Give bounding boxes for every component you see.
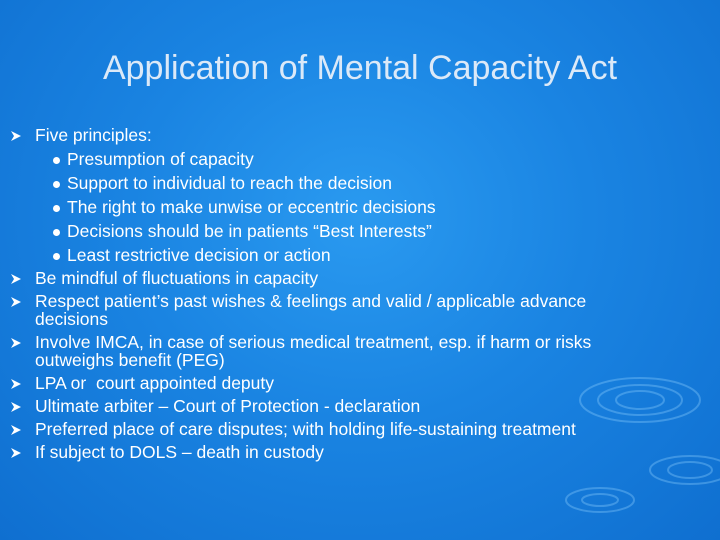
bullet-text: Five principles: [35, 125, 152, 145]
arrowhead-bullet-icon [10, 296, 22, 308]
bullet-item [10, 267, 700, 290]
bullet-text: Ultimate arbiter – Court of Protection - declaration [35, 396, 421, 416]
bullet-item [10, 441, 700, 464]
bullet-text-continuation: outweighs benefit (PEG) [35, 350, 225, 370]
arrowhead-bullet-icon [10, 378, 22, 390]
sub-bullet-item [10, 195, 700, 219]
sub-bullet-text: Support to individual to reach the decision [67, 173, 392, 193]
arrowhead-bullet-icon [10, 130, 22, 142]
sub-bullet-item [10, 243, 700, 267]
round-dot-icon [53, 253, 60, 260]
arrowhead-bullet-icon [10, 401, 22, 413]
sub-bullet-text: Presumption of capacity [67, 149, 254, 169]
bullet-list [10, 124, 700, 464]
arrowhead-bullet-icon [10, 273, 22, 285]
sub-bullet-text: Least restrictive decision or action [67, 245, 331, 265]
arrowhead-bullet-icon [10, 447, 22, 459]
bullet-item [10, 372, 700, 395]
sub-bullet-item [10, 171, 700, 195]
bullet-text: If subject to DOLS – death in custody [35, 442, 324, 462]
bullet-text: Involve IMCA, in case of serious medical treatment, esp. if harm or risks [35, 332, 592, 352]
round-dot-icon [53, 229, 60, 236]
sub-bullet-text: The right to make unwise or eccentric decisions [67, 197, 436, 217]
bullet-text: Be mindful of fluctuations in capacity [35, 268, 319, 288]
arrowhead-bullet-icon [10, 424, 22, 436]
round-dot-icon [53, 157, 60, 164]
round-dot-icon [53, 205, 60, 212]
bullet-item [10, 395, 700, 418]
bullet-item [10, 418, 700, 441]
slide-title: Application of Mental Capacity Act [102, 49, 618, 87]
bullet-item [10, 124, 700, 147]
arrowhead-bullet-icon [10, 337, 22, 349]
bullet-item [10, 290, 700, 331]
bullet-text: Preferred place of care disputes; with holding life-sustaining treatment [35, 419, 576, 439]
bullet-text: Respect patient’s past wishes & feelings and valid / applicable advance [35, 291, 587, 311]
bullet-item [10, 331, 700, 372]
sub-bullet-text: Decisions should be in patients “Best Interests” [67, 221, 432, 241]
bullet-text-continuation: decisions [35, 309, 108, 329]
sub-bullet-item [10, 219, 700, 243]
round-dot-icon [53, 181, 60, 188]
bullet-text: LPA or court appointed deputy [35, 373, 275, 393]
sub-bullet-item [10, 147, 700, 171]
